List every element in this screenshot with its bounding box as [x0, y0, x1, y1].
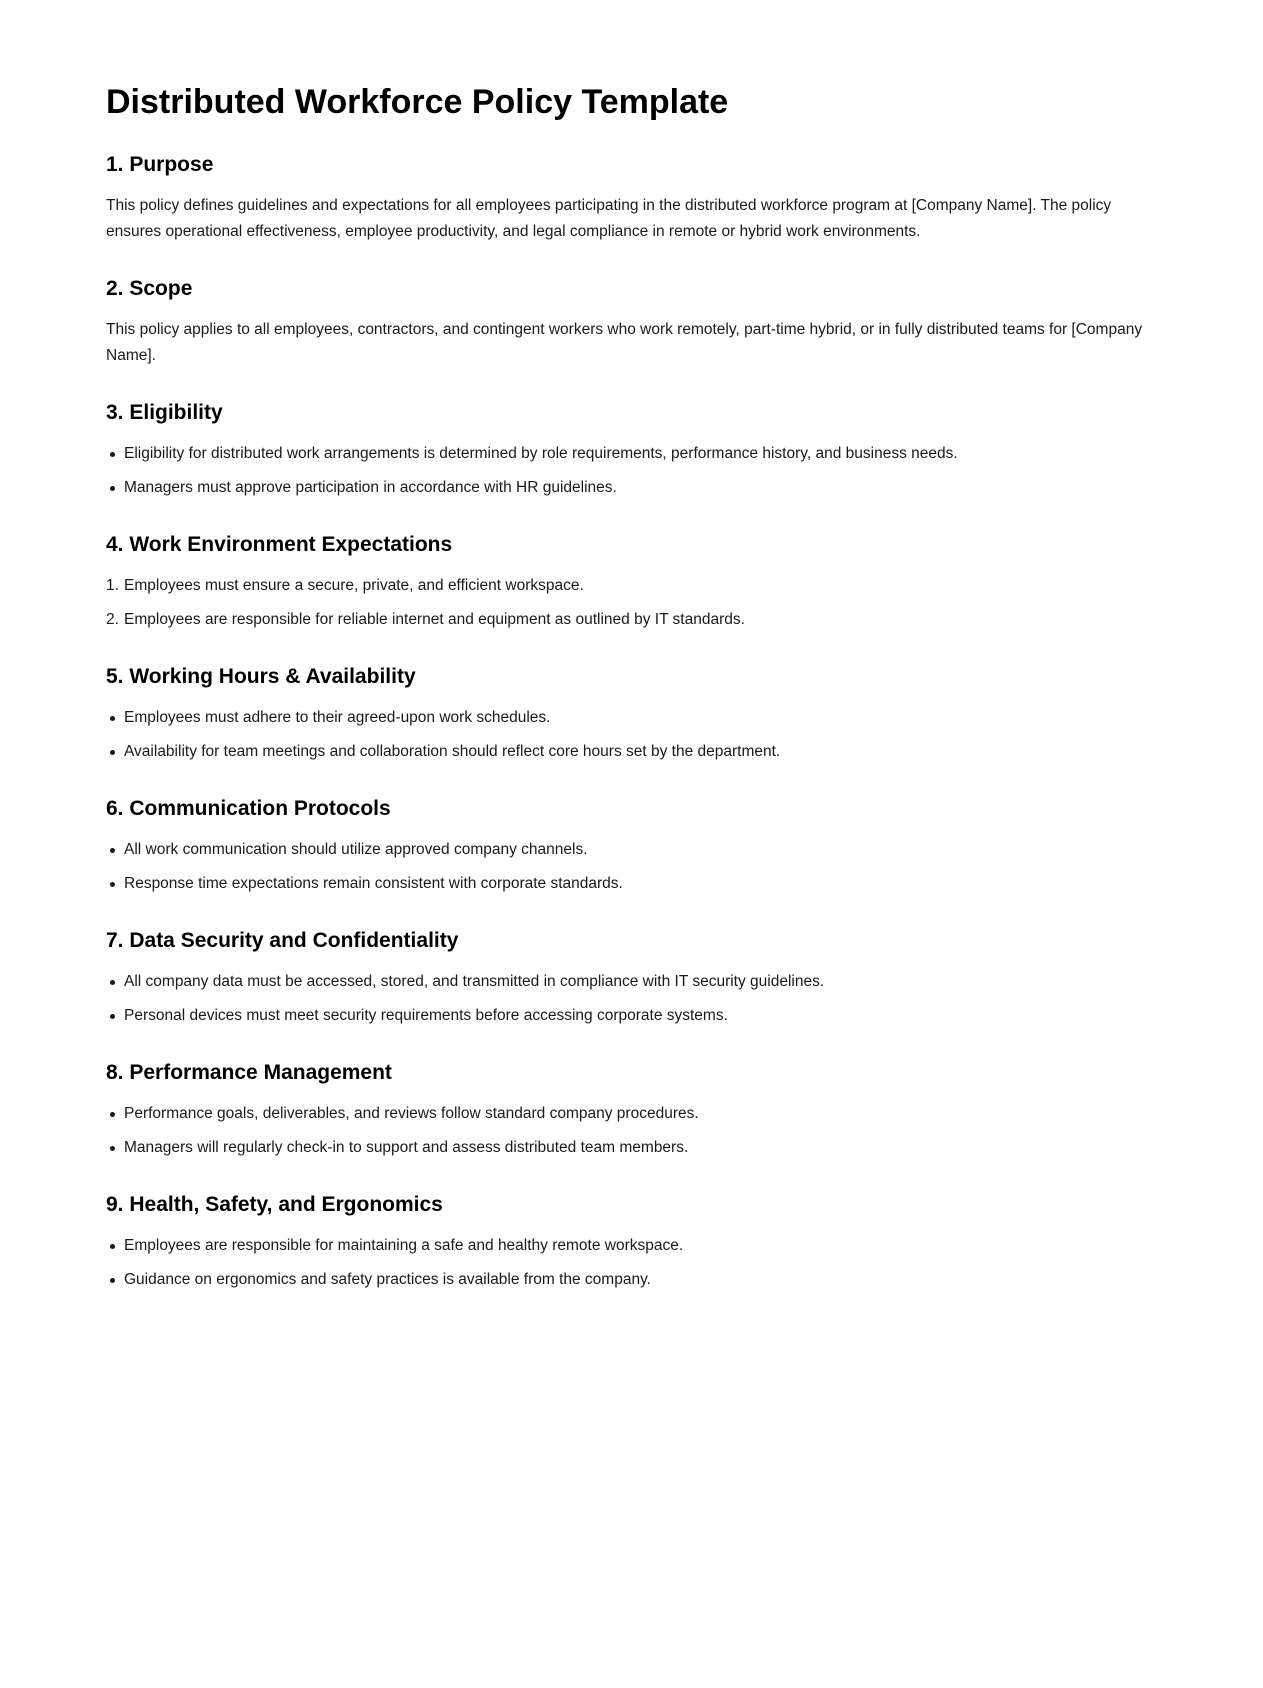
bullet-list: [106, 969, 1170, 1029]
list-item: [106, 607, 1170, 633]
list-item: All work communication should utilize approved company channels.: [106, 837, 1170, 863]
bullet-list: [106, 705, 1170, 765]
section-heading: 6. Communication Protocols: [106, 797, 391, 820]
section-heading: 2. Scope: [106, 277, 193, 300]
section-heading: 3. Eligibility: [106, 401, 223, 424]
section-purpose: [106, 152, 1170, 245]
list-item: Response time expectations remain consistent with corporate standards.: [106, 871, 1170, 897]
list-number: 1.: [106, 577, 119, 594]
section-heading: 4. Work Environment Expectations: [106, 533, 453, 556]
section-heading: 9. Health, Safety, and Ergonomics: [106, 1193, 443, 1216]
list-item: Guidance on ergonomics and safety practices is available from the company.: [106, 1267, 1170, 1293]
section-paragraph: This policy applies to all employees, contractors, and contingent workers who work remotely, part-time hybrid, or in fully distributed teams for [Company Name].: [106, 321, 1143, 364]
list-item: Managers must approve participation in accordance with HR guidelines.: [106, 475, 1170, 501]
numbered-list: [106, 573, 1170, 633]
list-item: [106, 573, 1170, 599]
list-item: Performance goals, deliverables, and reviews follow standard company procedures.: [106, 1101, 1170, 1127]
section-eligibility: [106, 400, 1170, 501]
section-heading: 5. Working Hours & Availability: [106, 665, 416, 688]
bullet-list: [106, 837, 1170, 897]
list-item: Employees must adhere to their agreed-upon work schedules.: [106, 705, 1170, 731]
section-performance: [106, 1060, 1170, 1161]
bullet-list: [106, 1101, 1170, 1161]
list-item: Availability for team meetings and collaboration should reflect core hours set by the department.: [106, 739, 1170, 765]
bullet-list: [106, 441, 1170, 501]
section-paragraph: This policy defines guidelines and expectations for all employees participating in the distributed workforce program at [Company Name]. The policy ensures operational effectiveness, employee productivity, and legal compliance in remote or hybrid work environments.: [106, 197, 1112, 240]
section-heading: 1. Purpose: [106, 153, 214, 176]
bullet-list: [106, 1233, 1170, 1293]
section-heading: 7. Data Security and Confidentiality: [106, 929, 459, 952]
list-number: 2.: [106, 611, 119, 628]
section-scope: [106, 276, 1170, 369]
section-communication: [106, 796, 1170, 897]
list-item: Eligibility for distributed work arrangements is determined by role requirements, performance history, and business needs.: [106, 441, 1170, 467]
section-working-hours: [106, 664, 1170, 765]
list-item: Personal devices must meet security requirements before accessing corporate systems.: [106, 1003, 1170, 1029]
section-work-environment: [106, 532, 1170, 633]
list-item-text: Employees must ensure a secure, private, and efficient workspace.: [124, 577, 584, 594]
list-item-text: Employees are responsible for reliable internet and equipment as outlined by IT standards.: [124, 611, 745, 628]
list-item: Managers will regularly check-in to support and assess distributed team members.: [106, 1135, 1170, 1161]
section-health-safety: [106, 1192, 1170, 1293]
section-heading: 8. Performance Management: [106, 1061, 392, 1084]
document-title: Distributed Workforce Policy Template: [106, 83, 729, 121]
list-item: Employees are responsible for maintaining a safe and healthy remote workspace.: [106, 1233, 1170, 1259]
list-item: All company data must be accessed, stored, and transmitted in compliance with IT security guidelines.: [106, 969, 1170, 995]
section-data-security: [106, 928, 1170, 1029]
policy-document: [106, 82, 1170, 1324]
